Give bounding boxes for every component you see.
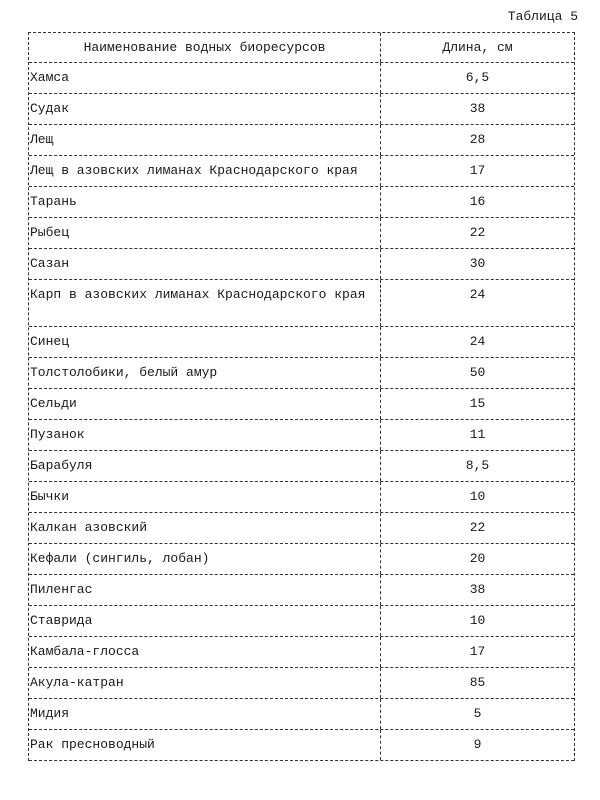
table-row	[29, 451, 574, 482]
table-row	[29, 637, 574, 668]
species-length: 50	[469, 365, 486, 380]
table-row	[29, 156, 574, 187]
table-row	[29, 668, 574, 699]
species-length: 24	[469, 334, 486, 349]
species-name: Рыбец	[29, 218, 381, 248]
species-name: Тарань	[29, 187, 381, 217]
species-name: Лещ в азовских лиманах Краснодарского края	[29, 156, 381, 186]
species-length: 38	[469, 101, 486, 116]
table-caption: Таблица 5	[507, 9, 578, 24]
table-row	[29, 730, 574, 761]
species-length: 10	[469, 489, 486, 504]
table-row	[29, 389, 574, 420]
table-row	[29, 544, 574, 575]
species-name: Акула-катран	[29, 668, 381, 698]
table-row	[29, 327, 574, 358]
table-row	[29, 280, 574, 327]
species-length: 16	[469, 194, 486, 209]
species-name: Карп в азовских лиманах Краснодарского края	[29, 280, 381, 326]
table-row	[29, 187, 574, 218]
species-name: Пиленгас	[29, 575, 381, 605]
species-length: 9	[473, 737, 482, 752]
table-row	[29, 94, 574, 125]
table-row	[29, 575, 574, 606]
species-name: Камбала-глосса	[29, 637, 381, 667]
species-name: Ставрида	[29, 606, 381, 636]
column-header-length: Длина, см	[442, 40, 513, 55]
species-name: Калкан азовский	[29, 513, 381, 543]
species-name: Толстолобики, белый амур	[29, 358, 381, 388]
species-length-table	[28, 32, 575, 761]
species-length: 24	[469, 287, 486, 302]
table-row	[29, 358, 574, 389]
table-header-row	[29, 33, 574, 63]
species-name: Рак пресноводный	[29, 730, 381, 760]
species-name: Лещ	[29, 125, 381, 155]
species-length: 10	[469, 613, 486, 628]
table-row	[29, 218, 574, 249]
table-row	[29, 513, 574, 544]
table-row	[29, 63, 574, 94]
column-header-name: Наименование водных биоресурсов	[29, 33, 381, 62]
species-name: Пузанок	[29, 420, 381, 450]
species-name: Сазан	[29, 249, 381, 279]
species-length: 22	[469, 520, 486, 535]
species-length: 17	[469, 163, 486, 178]
table-row	[29, 125, 574, 156]
species-length: 28	[469, 132, 486, 147]
table-row	[29, 699, 574, 730]
table-row	[29, 420, 574, 451]
species-length: 6,5	[465, 70, 490, 85]
table-row	[29, 482, 574, 513]
species-length: 22	[469, 225, 486, 240]
species-name: Кефали (сингиль, лобан)	[29, 544, 381, 574]
species-name: Хамса	[29, 63, 381, 93]
species-length: 17	[469, 644, 486, 659]
species-length: 11	[469, 427, 486, 442]
table-row	[29, 606, 574, 637]
species-name: Сельди	[29, 389, 381, 419]
species-length: 8,5	[465, 458, 490, 473]
species-name: Бычки	[29, 482, 381, 512]
species-name: Синец	[29, 327, 381, 357]
species-name: Судак	[29, 94, 381, 124]
species-name: Мидия	[29, 699, 381, 729]
species-length: 15	[469, 396, 486, 411]
table-row	[29, 249, 574, 280]
species-length: 30	[469, 256, 486, 271]
species-length: 20	[469, 551, 486, 566]
species-name: Барабуля	[29, 451, 381, 481]
species-length: 85	[469, 675, 486, 690]
species-length: 38	[469, 582, 486, 597]
species-length: 5	[473, 706, 482, 721]
